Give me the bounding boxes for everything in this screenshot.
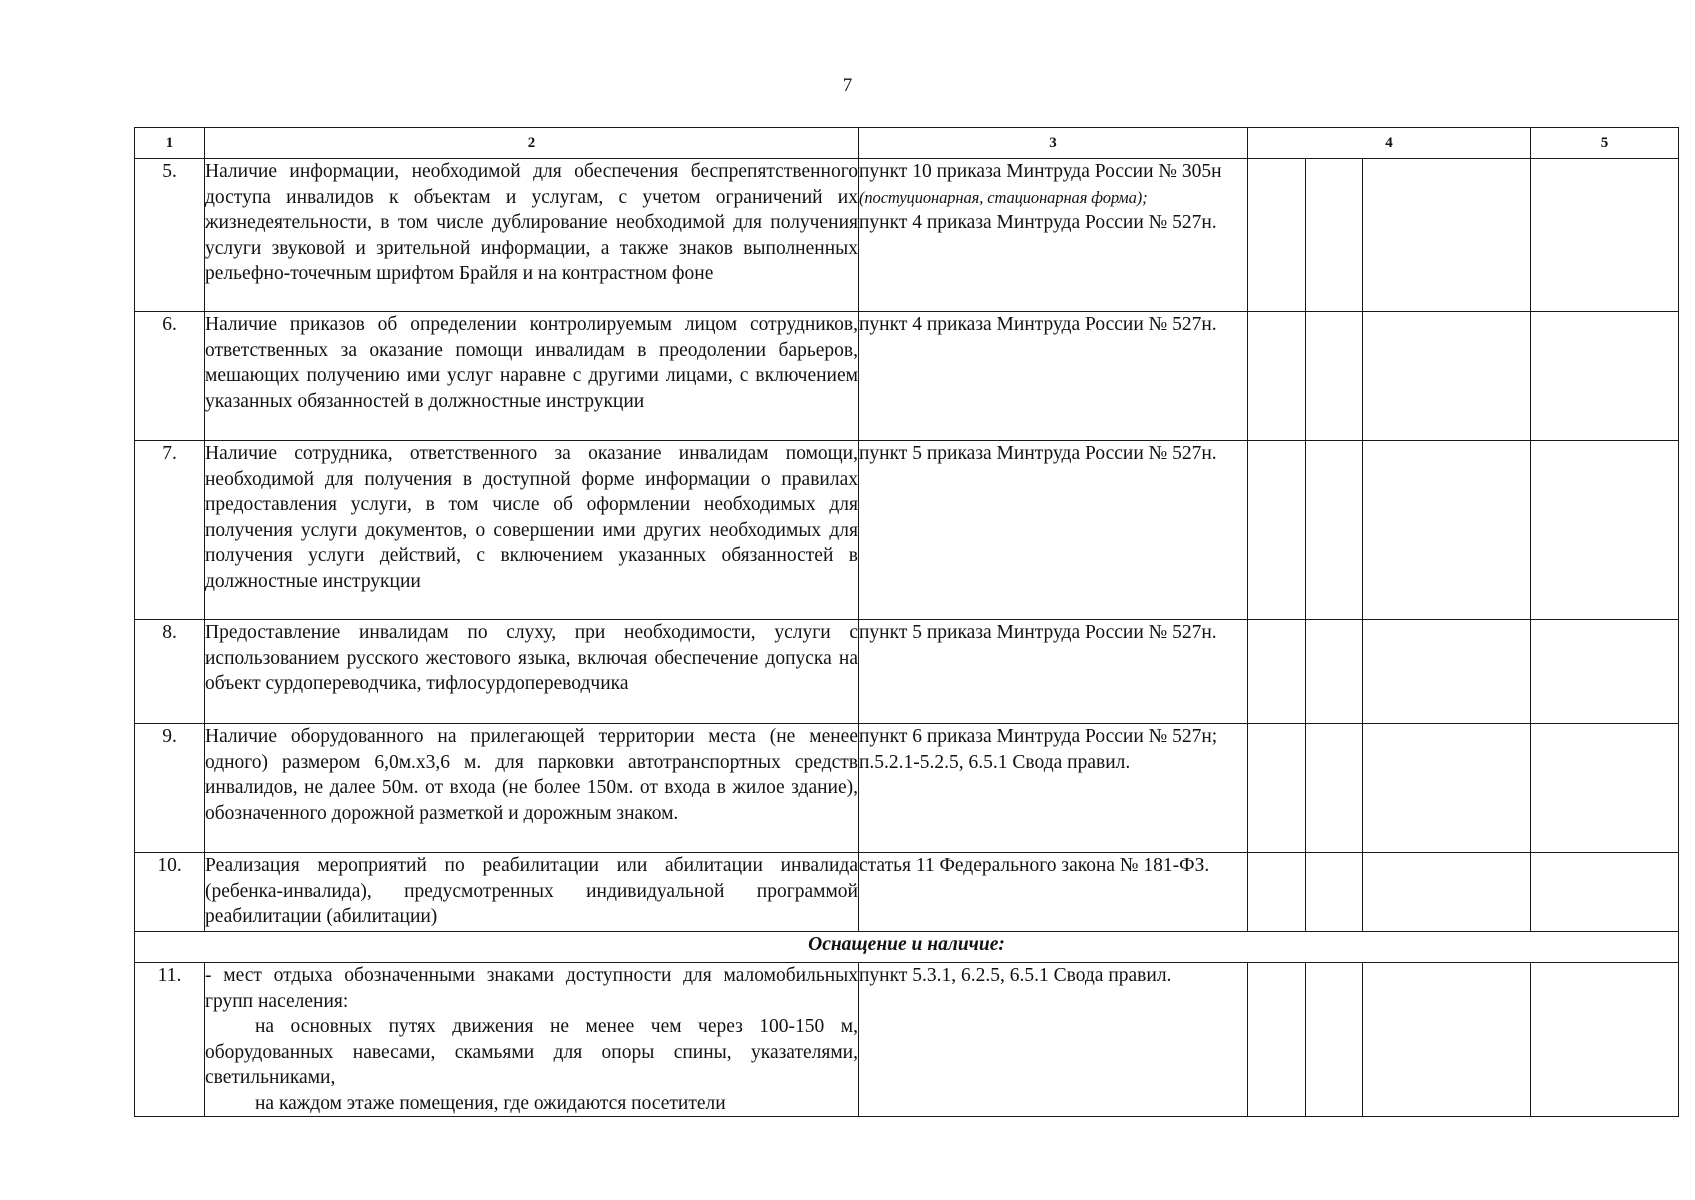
requirement-line: на каждом этаже помещения, где ожидаются посетители	[255, 1092, 726, 1114]
answer-cell-yes	[1248, 312, 1306, 441]
answer-cell-yes	[1248, 159, 1306, 312]
answer-cell-no	[1306, 963, 1363, 1117]
requirement-line: на основных путях движения не менее чем через 100-150 м, оборудованных навесами, скамьями для опоры спины, указателями, светильниками,	[205, 1016, 858, 1088]
answer-cell-na	[1363, 853, 1531, 932]
row-requirement: Предоставление инвалидам по слуху, при необходимости, услуги с использованием русского жестового языка, включая обеспечение допуска на объект сурдопереводчика, тифлосурдопереводчика	[205, 620, 859, 724]
answer-cell-no	[1306, 441, 1363, 620]
section-title: Оснащение и наличие:	[135, 932, 1679, 963]
note-cell	[1531, 963, 1679, 1117]
table-row	[135, 724, 1679, 853]
header-col-4: 4	[1248, 128, 1531, 159]
row-reference: пункт 4 приказа Минтруда России № 527н.	[859, 312, 1248, 441]
row-reference: пункт 5 приказа Минтруда России № 527н.	[859, 441, 1248, 620]
section-row	[135, 932, 1679, 963]
table-row	[135, 312, 1679, 441]
row-number: 10.	[135, 853, 205, 932]
answer-cell-no	[1306, 724, 1363, 853]
answer-cell-na	[1363, 159, 1531, 312]
checklist-table	[134, 127, 1679, 1117]
requirement-line: - мест отдыха обозначенными знаками доступности для маломобильных групп населения:	[205, 965, 858, 1012]
row-reference	[859, 159, 1248, 312]
reference-text: пункт 10 приказа Минтруда России № 305н	[859, 161, 1222, 182]
row-number: 7.	[135, 441, 205, 620]
note-cell	[1531, 724, 1679, 853]
row-reference: пункт 5.3.1, 6.2.5, 6.5.1 Свода правил.	[859, 963, 1248, 1117]
answer-cell-na	[1363, 620, 1531, 724]
note-cell	[1531, 620, 1679, 724]
row-number: 9.	[135, 724, 205, 853]
header-row	[135, 128, 1679, 159]
reference-note: (постуционарная, стационарная форма);	[859, 187, 1148, 207]
table-row	[135, 159, 1679, 312]
answer-cell-yes	[1248, 853, 1306, 932]
row-requirement: Наличие приказов об определении контролируемым лицом сотрудников, ответственных за оказание помощи инвалидам в преодолении барьеров, мешающих получению ими услуг наравне с другими лицами, с включением указанных обязанностей в должностные инструкции	[205, 312, 859, 441]
row-reference: статья 11 Федерального закона № 181-ФЗ.	[859, 853, 1248, 932]
row-requirement	[205, 963, 859, 1117]
answer-cell-yes	[1248, 724, 1306, 853]
answer-cell-na	[1363, 441, 1531, 620]
row-number: 11.	[135, 963, 205, 1117]
row-requirement: Наличие сотрудника, ответственного за оказание инвалидам помощи, необходимой для получения в доступной форме информации о правилах предоставления услуги, в том числе об оформлении необходимых для получения услуги документов, о совершении ими других необходимых для получения услуги действий, с включением указанных обязанностей в должностные инструкции	[205, 441, 859, 620]
row-number: 5.	[135, 159, 205, 312]
note-cell	[1531, 159, 1679, 312]
answer-cell-na	[1363, 963, 1531, 1117]
row-number: 8.	[135, 620, 205, 724]
row-requirement: Наличие информации, необходимой для обеспечения беспрепятственного доступа инвалидов к объектам и услугам, с учетом ограничений их жизнедеятельности, в том числе дублирование необходимой для получения услуги звуковой и зрительной информации, а также знаков выполненных рельефно-точечным шрифтом Брайля и на контрастном фоне	[205, 159, 859, 312]
table-row	[135, 441, 1679, 620]
header-col-3: 3	[859, 128, 1248, 159]
answer-cell-no	[1306, 620, 1363, 724]
note-cell	[1531, 441, 1679, 620]
table-row	[135, 963, 1679, 1117]
page-number: 7	[842, 75, 853, 96]
answer-cell-no	[1306, 312, 1363, 441]
answer-cell-yes	[1248, 620, 1306, 724]
row-requirement: Наличие оборудованного на прилегающей территории места (не менее одного) размером 6,0м.х3,6 м. для парковки автотранспортных средств инвалидов, не далее 50м. от входа (не более 150м. от входа в жилое здание), обозначенного дорожной разметкой и дорожным знаком.	[205, 724, 859, 853]
answer-cell-na	[1363, 724, 1531, 853]
answer-cell-no	[1306, 853, 1363, 932]
header-col-1: 1	[135, 128, 205, 159]
answer-cell-yes	[1248, 441, 1306, 620]
note-cell	[1531, 853, 1679, 932]
row-requirement: Реализация мероприятий по реабилитации или абилитации инвалида (ребенка-инвалида), предусмотренных индивидуальной программой реабилитации (абилитации)	[205, 853, 859, 932]
row-reference	[859, 724, 1248, 853]
answer-cell-yes	[1248, 963, 1306, 1117]
row-reference: пункт 5 приказа Минтруда России № 527н.	[859, 620, 1248, 724]
header-col-2: 2	[205, 128, 859, 159]
answer-cell-na	[1363, 312, 1531, 441]
table-row	[135, 620, 1679, 724]
reference-text: п.5.2.1-5.2.5, 6.5.1 Свода правил.	[859, 751, 1131, 773]
answer-cell-no	[1306, 159, 1363, 312]
header-col-5: 5	[1531, 128, 1679, 159]
reference-text: пункт 6 приказа Минтруда России № 527н;	[859, 726, 1218, 747]
row-number: 6.	[135, 312, 205, 441]
table-row	[135, 853, 1679, 932]
note-cell	[1531, 312, 1679, 441]
reference-text: пункт 4 приказа Минтруда России № 527н.	[859, 212, 1217, 233]
